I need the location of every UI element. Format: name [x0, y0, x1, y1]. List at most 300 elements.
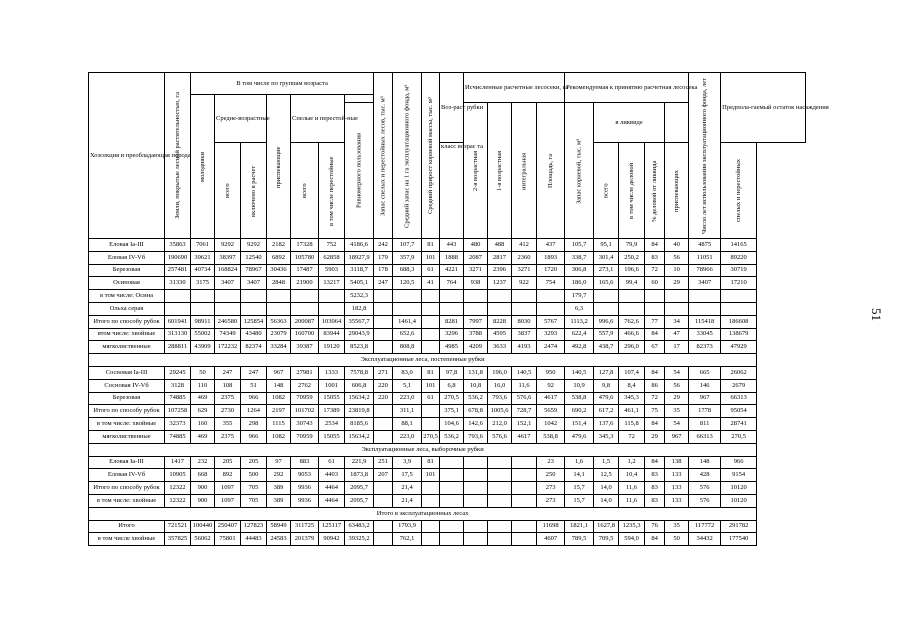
- table-cell: 101: [422, 469, 440, 482]
- table-cell: 31330: [165, 277, 191, 290]
- table-cell: [319, 302, 345, 315]
- table-cell: 40: [665, 239, 689, 252]
- table-cell: 63483,2: [345, 520, 374, 533]
- table-cell: 142,6: [464, 418, 488, 431]
- table-cell: 168824: [215, 264, 241, 277]
- table-cell: 205: [241, 456, 267, 469]
- table-cell: 9154: [721, 469, 757, 482]
- table-cell: 5903: [319, 264, 345, 277]
- table-cell: 488: [488, 239, 512, 252]
- table-cell: [374, 520, 393, 533]
- table-cell: 536,2: [464, 392, 488, 405]
- table-cell: 120,5: [393, 277, 422, 290]
- table-row: [89, 456, 806, 469]
- table-cell: 2375: [215, 430, 241, 443]
- table-cell: 15,7: [565, 482, 594, 495]
- table-cell: [422, 520, 440, 533]
- table-cell: 8,4: [619, 379, 645, 392]
- header-middle-included: включено в расчет: [241, 143, 267, 239]
- table-cell: 27981: [291, 366, 319, 379]
- table-cell: 10905: [165, 469, 191, 482]
- table-cell: 1821,1: [565, 520, 594, 533]
- table-cell: 81: [422, 239, 440, 252]
- table-row: [89, 366, 806, 379]
- table-cell: 3296: [440, 328, 464, 341]
- table-cell: 186608: [721, 315, 757, 328]
- table-cell: 35863: [165, 239, 191, 252]
- table-cell: 9292: [215, 239, 241, 252]
- table-cell: 12540: [241, 251, 267, 264]
- table-cell: [422, 418, 440, 431]
- table-cell: 47: [665, 328, 689, 341]
- table-cell: 617,2: [594, 405, 619, 418]
- table-cell: 7997: [464, 315, 488, 328]
- table-row: [89, 239, 806, 252]
- table-cell: 26062: [721, 366, 757, 379]
- table-cell: 131,8: [464, 366, 488, 379]
- table-cell: 500: [241, 469, 267, 482]
- table-cell: [374, 315, 393, 328]
- table-cell: [512, 520, 537, 533]
- table-cell: 922: [512, 277, 537, 290]
- table-cell: 125854: [241, 315, 267, 328]
- table-cell: 1888: [440, 251, 464, 264]
- table-cell: 461,1: [619, 405, 645, 418]
- header-calc-age2: 2-я возрастная: [464, 103, 488, 239]
- table-cell: 133: [665, 494, 689, 507]
- table-cell: 61: [422, 392, 440, 405]
- table-row: [89, 328, 806, 341]
- table-cell: [191, 290, 215, 303]
- table-cell: 3293: [537, 328, 565, 341]
- table-cell: 1235,3: [619, 520, 645, 533]
- table-cell: 10,8: [464, 379, 488, 392]
- table-cell: [374, 302, 393, 315]
- table-cell: [721, 302, 757, 315]
- table-cell: 16,0: [488, 379, 512, 392]
- table-cell: [645, 290, 665, 303]
- table-cell: 357825: [165, 533, 191, 546]
- table-cell: [422, 328, 440, 341]
- table-cell: 2762: [291, 379, 319, 392]
- table-cell: [422, 405, 440, 418]
- table-cell: 186,0: [565, 277, 594, 290]
- table-cell: 148: [689, 456, 721, 469]
- table-cell: 438,7: [594, 341, 619, 354]
- table-cell: 137,6: [594, 418, 619, 431]
- table-cell: [488, 494, 512, 507]
- table-cell: 39387: [291, 341, 319, 354]
- table-row: [89, 494, 806, 507]
- table-cell: 668: [191, 469, 215, 482]
- header-rec-stock: Запас корневой, тыс. м³: [565, 103, 594, 239]
- table-cell: 29: [665, 277, 689, 290]
- table-cell: [422, 341, 440, 354]
- table-cell: 83: [645, 469, 665, 482]
- table-cell: 469: [191, 392, 215, 405]
- table-cell: 83,0: [393, 366, 422, 379]
- table-cell: [488, 533, 512, 546]
- table-cell: [464, 520, 488, 533]
- table-cell: 11698: [537, 520, 565, 533]
- table-cell: 480: [464, 239, 488, 252]
- table-cell: 56: [665, 379, 689, 392]
- table-cell: 105,7: [565, 239, 594, 252]
- table-cell: 2095,7: [345, 482, 374, 495]
- table-cell: 47929: [721, 341, 757, 354]
- table-cell: 4221: [440, 264, 464, 277]
- table-cell: 8228: [488, 315, 512, 328]
- table-cell: 19120: [319, 341, 345, 354]
- table-cell: 81: [422, 366, 440, 379]
- table-cell: 2095,7: [345, 494, 374, 507]
- table-cell: 29: [645, 430, 665, 443]
- table-cell: 72: [645, 392, 665, 405]
- table-cell: 690,2: [565, 405, 594, 418]
- table-cell: 43480: [241, 328, 267, 341]
- table-cell: [488, 290, 512, 303]
- table-cell: 967: [689, 392, 721, 405]
- table-cell: 105780: [291, 251, 319, 264]
- table-cell: [422, 494, 440, 507]
- table-row: [89, 379, 806, 392]
- table-cell: 21,4: [393, 482, 422, 495]
- table-cell: 17487: [291, 264, 319, 277]
- table-cell: 17,5: [393, 469, 422, 482]
- table-cell: [440, 533, 464, 546]
- table-cell: 23: [537, 456, 565, 469]
- table-cell: [422, 315, 440, 328]
- table-cell: [512, 469, 537, 482]
- table-cell: 576,6: [512, 392, 537, 405]
- table-cell: 311725: [291, 520, 319, 533]
- table-cell: 665: [689, 366, 721, 379]
- table-cell: 2817: [488, 251, 512, 264]
- table-cell: 60: [645, 277, 665, 290]
- table-cell: 6892: [267, 251, 291, 264]
- table-cell: 2375: [215, 392, 241, 405]
- table-cell: [241, 290, 267, 303]
- header-liquid: в ликвиде: [594, 103, 665, 143]
- table-cell: 23079: [267, 328, 291, 341]
- table-cell: [464, 290, 488, 303]
- row-label: Сосновая Iа-III: [89, 366, 165, 379]
- table-cell: [665, 290, 689, 303]
- table-cell: 56062: [191, 533, 215, 546]
- table-cell: 247: [215, 366, 241, 379]
- table-cell: 576: [689, 494, 721, 507]
- table-cell: [488, 469, 512, 482]
- table-cell: 97,8: [440, 366, 464, 379]
- table-cell: [721, 290, 757, 303]
- table-cell: 1082: [267, 392, 291, 405]
- table-cell: [374, 405, 393, 418]
- table-cell: 900: [191, 482, 215, 495]
- table-cell: [619, 302, 645, 315]
- table-cell: 177540: [721, 533, 757, 546]
- table-cell: 179,7: [565, 290, 594, 303]
- table-cell: 3175: [191, 277, 215, 290]
- table-cell: 273,1: [594, 264, 619, 277]
- table-cell: 39325,2: [345, 533, 374, 546]
- table-cell: [374, 341, 393, 354]
- document-page: [88, 72, 829, 546]
- table-cell: 54: [665, 366, 689, 379]
- table-cell: 133: [665, 482, 689, 495]
- table-cell: 200087: [291, 315, 319, 328]
- table-cell: 469: [191, 430, 215, 443]
- table-cell: 5405,1: [345, 277, 374, 290]
- table-cell: 78966: [689, 264, 721, 277]
- table-cell: 2087: [464, 251, 488, 264]
- table-cell: 101: [422, 379, 440, 392]
- table-cell: 39621: [191, 251, 215, 264]
- table-cell: [440, 302, 464, 315]
- table-cell: 5232,3: [345, 290, 374, 303]
- table-cell: 247: [241, 366, 267, 379]
- table-cell: 88,1: [393, 418, 422, 431]
- row-label: Ольха серая: [89, 302, 165, 315]
- table-cell: [165, 290, 191, 303]
- table-cell: [594, 302, 619, 315]
- table-cell: 133: [665, 469, 689, 482]
- table-cell: 152,1: [512, 418, 537, 431]
- table-cell: 793,6: [464, 430, 488, 443]
- table-cell: [422, 533, 440, 546]
- table-cell: 967: [267, 366, 291, 379]
- table-cell: 1264: [241, 405, 267, 418]
- header-res-premature: приспевающих: [665, 143, 689, 239]
- row-label: Березовая: [89, 264, 165, 277]
- table-cell: 4464: [319, 482, 345, 495]
- table-cell: [440, 290, 464, 303]
- row-label: Еловая IV-Vб: [89, 251, 165, 264]
- table-cell: [537, 302, 565, 315]
- table-cell: 95,1: [594, 239, 619, 252]
- table-cell: 557,9: [594, 328, 619, 341]
- header-species: Хозсекция и преобладающая порода: [89, 73, 165, 239]
- table-cell: 24583: [267, 533, 291, 546]
- table-cell: 127,8: [594, 366, 619, 379]
- table-cell: 17210: [721, 277, 757, 290]
- table-cell: 15634,2: [345, 392, 374, 405]
- table-cell: 443: [440, 239, 464, 252]
- table-cell: 892: [215, 469, 241, 482]
- table-cell: 4403: [319, 469, 345, 482]
- table-cell: 110: [191, 379, 215, 392]
- table-cell: [422, 302, 440, 315]
- header-mature-total: всего: [291, 143, 319, 239]
- table-cell: [374, 482, 393, 495]
- table-cell: 28741: [721, 418, 757, 431]
- table-cell: 74885: [165, 392, 191, 405]
- table-cell: 55002: [191, 328, 215, 341]
- header-liquid-total: всего: [594, 143, 619, 239]
- table-cell: 764: [440, 277, 464, 290]
- header-middle-total: всего: [215, 143, 241, 239]
- table-cell: 270,5: [721, 430, 757, 443]
- table-cell: 40734: [191, 264, 215, 277]
- section-title: Итого в эксплуатационных лесах: [89, 507, 757, 520]
- table-row: [89, 482, 806, 495]
- table-cell: 2197: [267, 405, 291, 418]
- table-cell: [191, 302, 215, 315]
- table-row: [89, 520, 806, 533]
- table-cell: 30436: [267, 264, 291, 277]
- table-cell: 3407: [241, 277, 267, 290]
- table-cell: 3633: [488, 341, 512, 354]
- table-row: [89, 430, 806, 443]
- table-cell: 705: [241, 482, 267, 495]
- table-cell: [488, 520, 512, 533]
- table-cell: [464, 533, 488, 546]
- table-cell: 66313: [721, 392, 757, 405]
- table-cell: 117772: [689, 520, 721, 533]
- header-premature: приспевающие: [267, 95, 291, 239]
- table-cell: 223,0: [393, 430, 422, 443]
- table-cell: 966: [241, 392, 267, 405]
- table-cell: 492,8: [565, 341, 594, 354]
- table-cell: 688,3: [393, 264, 422, 277]
- table-cell: [393, 302, 422, 315]
- table-row: [89, 251, 806, 264]
- table-cell: 4186,6: [345, 239, 374, 252]
- table-cell: 11,6: [619, 482, 645, 495]
- header-liquid-business: в том числе деловой: [619, 143, 645, 239]
- table-cell: 107,7: [393, 239, 422, 252]
- header-middle: Средне-возрастные: [215, 95, 267, 143]
- row-label: Итого по способу рубок: [89, 405, 165, 418]
- table-cell: 182,8: [345, 302, 374, 315]
- table-cell: 104,6: [440, 418, 464, 431]
- table-cell: 15055: [319, 430, 345, 443]
- header-cutting-age: Воз-раст рубки: [440, 73, 464, 143]
- table-cell: [422, 482, 440, 495]
- row-label: Осиновая: [89, 277, 165, 290]
- table-cell: 13217: [319, 277, 345, 290]
- table-cell: 2730: [215, 405, 241, 418]
- table-cell: 43909: [191, 341, 215, 354]
- table-row: [89, 264, 806, 277]
- table-cell: [689, 290, 721, 303]
- table-cell: [241, 302, 267, 315]
- table-cell: 99,4: [619, 277, 645, 290]
- table-cell: 8281: [440, 315, 464, 328]
- table-cell: 5659: [537, 405, 565, 418]
- table-cell: 900: [191, 494, 215, 507]
- table-cell: 89220: [721, 251, 757, 264]
- table-cell: 14,0: [594, 494, 619, 507]
- row-label: Итого по способу рубок: [89, 482, 165, 495]
- table-cell: 601941: [165, 315, 191, 328]
- table-cell: 576,6: [488, 430, 512, 443]
- section-row: [89, 443, 806, 456]
- table-cell: 84: [645, 533, 665, 546]
- table-cell: 84: [645, 418, 665, 431]
- table-cell: 3271: [512, 264, 537, 277]
- header-recommended: Рекомендуемая к принятию расчетная лесосека: [565, 73, 689, 103]
- table-cell: 4617: [512, 430, 537, 443]
- table-cell: [422, 290, 440, 303]
- table-cell: 4985: [440, 341, 464, 354]
- header-avg-growth: Средний прирост корневой массы, тыс. м³: [422, 73, 440, 239]
- header-calc-integral: интегральная: [512, 103, 537, 239]
- table-cell: 35: [665, 405, 689, 418]
- table-cell: 138: [665, 456, 689, 469]
- table-row: [89, 533, 806, 546]
- table-cell: 232: [191, 456, 215, 469]
- table-cell: [464, 494, 488, 507]
- row-label: Еловая IV-Vб: [89, 469, 165, 482]
- table-cell: [374, 430, 393, 443]
- table-row: [89, 277, 806, 290]
- table-cell: 8030: [512, 315, 537, 328]
- table-cell: 83: [645, 494, 665, 507]
- table-cell: 17328: [291, 239, 319, 252]
- table-cell: [645, 302, 665, 315]
- table-cell: 56363: [267, 315, 291, 328]
- row-label: Еловая Iа-III: [89, 456, 165, 469]
- table-cell: 357,9: [393, 251, 422, 264]
- table-cell: 221,9: [345, 456, 374, 469]
- table-cell: 138679: [721, 328, 757, 341]
- table-cell: [374, 290, 393, 303]
- table-cell: 9292: [241, 239, 267, 252]
- table-cell: 50: [665, 533, 689, 546]
- table-cell: 33045: [689, 328, 721, 341]
- table-cell: 1097: [215, 494, 241, 507]
- header-mature: Спелые и перестой-ные: [291, 95, 345, 143]
- table-cell: 257481: [165, 264, 191, 277]
- table-cell: 3837: [512, 328, 537, 341]
- table-cell: [488, 482, 512, 495]
- table-cell: 70959: [291, 430, 319, 443]
- table-cell: 196,6: [619, 264, 645, 277]
- table-cell: 15634,2: [345, 430, 374, 443]
- table-cell: 8185,6: [345, 418, 374, 431]
- table-row: [89, 341, 806, 354]
- table-cell: 4595: [488, 328, 512, 341]
- table-cell: 4617: [537, 392, 565, 405]
- table-cell: 101702: [291, 405, 319, 418]
- table-cell: 101: [422, 251, 440, 264]
- row-label: Итого по способу рубок: [89, 315, 165, 328]
- table-cell: 56: [665, 251, 689, 264]
- table-cell: 273: [537, 482, 565, 495]
- table-cell: 1115: [267, 418, 291, 431]
- row-label: втом числе: хвойные: [89, 328, 165, 341]
- table-cell: 196,0: [488, 366, 512, 379]
- table-cell: 190690: [165, 251, 191, 264]
- table-cell: 754: [537, 277, 565, 290]
- table-cell: 51: [241, 379, 267, 392]
- table-cell: 23819,8: [345, 405, 374, 418]
- table-cell: 291782: [721, 520, 757, 533]
- table-cell: 4875: [689, 239, 721, 252]
- table-cell: 12322: [165, 482, 191, 495]
- row-label: мягколиственные: [89, 341, 165, 354]
- table-cell: 242: [374, 239, 393, 252]
- table-cell: 1001: [319, 379, 345, 392]
- table-cell: 1793,9: [393, 520, 422, 533]
- table-cell: 67: [645, 341, 665, 354]
- table-cell: 246580: [215, 315, 241, 328]
- table-cell: 75801: [215, 533, 241, 546]
- header-liquid-pct: % деловой от ликвида: [645, 143, 665, 239]
- table-cell: 178: [374, 264, 393, 277]
- table-row: [89, 290, 806, 303]
- row-label: Итого: [89, 520, 165, 533]
